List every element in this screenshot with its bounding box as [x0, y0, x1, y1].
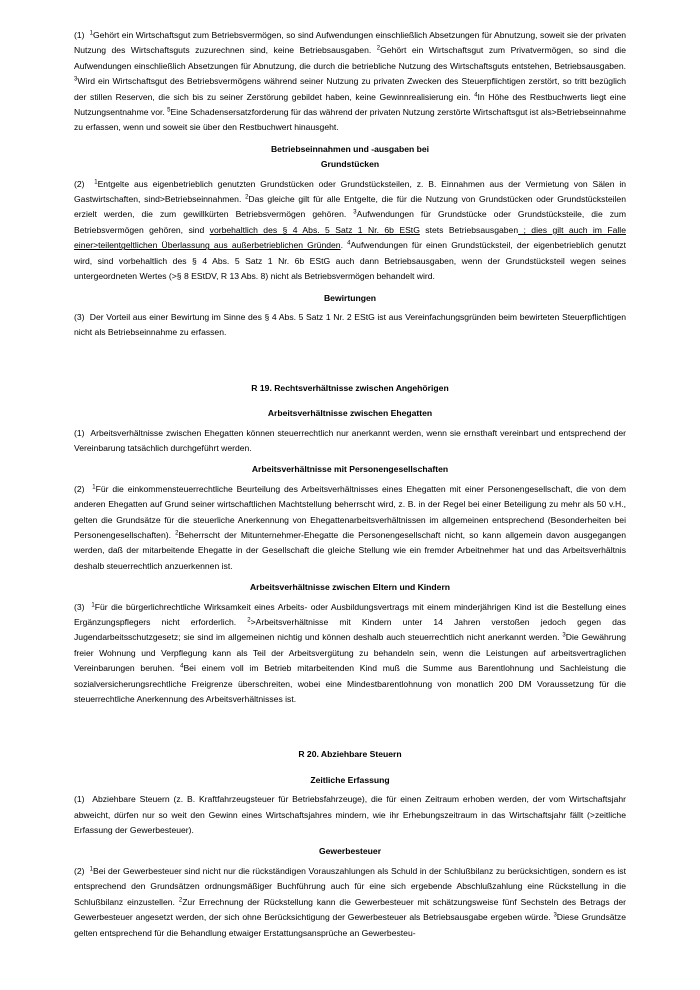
- paragraph: [74, 28, 626, 136]
- sentence-text: Für die einkommensteuerrechtliche Beurteilung des Arbeitsverhältnisses eines Ehegatten mit einer Personengesellschaft, die von dem anderen Ehegatten auf Grund seiner wirtschaftlichen Machtstellung beherrscht wird, z. B. in der Regel bei einer Beteiligung zu mehr als 50 v.H., gelten die Grundsätze für die steuerliche Anerkennung von Ehegattenarbeitsverhältnissen im allgemeinen entsprechend (Besonderheiten bei Personengesellschaften).: [74, 483, 626, 540]
- sentence-number: 1: [92, 484, 96, 491]
- sentence-number: 1: [91, 602, 95, 609]
- sentence-number: 5: [167, 107, 171, 114]
- sentence-text: Entgelte aus eigenbetrieblich genutzten Grundstücken oder Grundstücksteilen, z. B. Einnahmen aus der Vermietung von Sälen in Gastwirtschaften, sind>Betriebseinnahmen.: [74, 178, 627, 205]
- sentence-text: .: [340, 240, 348, 251]
- section-heading: [74, 142, 626, 173]
- sentence-text: Aufwendungen für einen Grundstücksteil, der eigenbetrieblich genutzt wird, sind vorbehaltlich des § 4 Abs. 5 Satz 1 Nr. 6b EStG auch dann Betriebsausgaben, wenn der Grundstücksteil wegen seines untergeordneten Wertes (>§ 8 EStDV, R 13 Abs. 8) nicht als Betriebsvermögen behandelt wird.: [74, 240, 626, 282]
- underlined-text: vorbehaltlich des § 4 Abs. 5 Satz 1 Nr. 6b EStG: [209, 224, 420, 235]
- sentence-text: Zur Errechnung der Rückstellung kann die Gewerbesteuer mit schätzungsweise fünf Sechsteln des Betrags der Gewerbesteuer angesetzt werden, der sich ohne Berücksichtigung der Gewerbesteuer als Betriebsausgabe ergeben würde.: [74, 896, 626, 923]
- section-heading: [74, 773, 626, 788]
- sentence-text: Arbeitsverhältnisse zwischen Ehegatten können steuerrechtlich nur anerkannt werden, wenn sie ernsthaft vereinbart und entsprechend der Vereinbarung tatsächlich durchgeführt werden.: [74, 427, 627, 453]
- sentence-number: 2: [376, 45, 381, 52]
- section-heading-text: Arbeitsverhältnisse zwischen Ehegatten: [267, 408, 433, 419]
- sentence-text: Das gleiche gilt für alle Entgelte, die für die Nutzung von Grundstücken oder Grundstücksteilen erzielt werden, die zum gewillkürten Betriebsvermögen gehören.: [74, 194, 626, 220]
- sentence-number: 2: [245, 194, 249, 201]
- sentence-text: Diese Grundsätze gelten entsprechend für die Behandlung etwaiger Erstattungsansprüche an Gewerbesteu-: [74, 912, 626, 938]
- section-heading-text: Arbeitsverhältnisse zwischen Eltern und Kindern: [249, 582, 451, 593]
- section-heading: [74, 406, 626, 421]
- paragraph-number: (3): [74, 601, 85, 612]
- rule-title-text: R 20. Abziehbare Steuern: [298, 749, 402, 760]
- sentence-number: 4: [180, 663, 184, 670]
- sentence-number: 2: [175, 530, 179, 537]
- rule-title: [74, 381, 626, 396]
- paragraph: [74, 864, 626, 941]
- sentence-number: 3: [353, 209, 357, 216]
- sentence-number: 3: [74, 76, 78, 83]
- sentence-text: >Arbeitsverhältnisse mit Kindern unter 14 Jahren verstoßen jedoch gegen das Jugendarbeitsschutzgesetz; sie sind im allgemeinen nichtig und können deshalb auch steuerrechtlich nicht anerkannt werden.: [74, 617, 626, 643]
- rule-title: [74, 747, 626, 762]
- paragraph: [74, 482, 626, 574]
- sentence-text: Gehört ein Wirtschaftsgut zum Betriebsvermögen, so sind Aufwendungen einschließlich Absetzungen für Abnutzung, soweit sie der privaten Nutzung des Wirtschaftsguts zuzurechnen sind, keine Betriebsausgaben.: [74, 30, 627, 56]
- section-heading: [74, 462, 626, 477]
- sentence-number: 4: [474, 92, 478, 99]
- section-heading-text: Bewirtungen: [323, 292, 377, 303]
- paragraph-number: (1): [74, 30, 85, 40]
- paragraph: [74, 600, 626, 708]
- underlined-text: ; dies gilt auch im Falle einer>teilentgeltlichen Überlassung aus außerbetrieblichen Gründen: [74, 224, 626, 251]
- sentence-number: 4: [347, 240, 351, 247]
- paragraph: [74, 792, 626, 838]
- sentence-text: Gehört ein Wirtschaftsgut zum Privatvermögen, so sind die Aufwendungen einschließlich Absetzungen für Abnutzung, die durch die betriebliche Nutzung des Wirtschaftsguts entstehen, Betriebsausgaben.: [74, 45, 626, 71]
- sentence-text: In Höhe des Restbuchwerts liegt eine Nutzungsentnahme vor.: [74, 91, 626, 118]
- paragraph-number: (3): [74, 311, 85, 322]
- sentence-text: Für die bürgerlichrechtliche Wirksamkeit eines Arbeits- oder Ausbildungsvertrags mit einem minderjährigen Kind ist die Bestellung eines Ergänzungspflegers nicht erforderlich.: [74, 601, 626, 627]
- sentence-number: 3: [553, 912, 557, 919]
- sentence-number: 2: [178, 897, 183, 904]
- sentence-text: Bei der Gewerbesteuer sind nicht nur die rückständigen Vorauszahlungen als Schuld in der Schlußbilanz zu berücksichtigen, sondern es ist entsprechend den Grundsätzen ordnungsmäßiger Buchführung auch für eine sich ergebende Abschlußzahlung eine Rückstellung in die Schlußbilanz einzustellen.: [74, 865, 626, 907]
- paragraph: [74, 310, 626, 341]
- section-heading-text: Zeitliche Erfassung: [310, 774, 390, 785]
- sentence-text: Abziehbare Steuern (z. B. Kraftfahrzeugsteuer für Betriebsfahrzeuge), die für einen Zeitraum erhoben werden, der vom Wirtschaftsjahr abweicht, dürfen nur so weit den Gewinn eines Wirtschaftsjahres mindern, wie ihr Erhebungszeitraum in das Wirtschaftsjahr fällt (>zeitliche Erfassung der Gewerbesteuer).: [74, 794, 626, 836]
- sentence-number: 2: [247, 617, 251, 624]
- section-heading-text: Betriebseinnahmen und -ausgaben bei Grundstücken: [270, 143, 430, 170]
- sentence-number: 1: [94, 179, 98, 186]
- section-heading-text: Arbeitsverhältnisse mit Personengesellschaften: [251, 464, 449, 475]
- section-heading: [74, 844, 626, 859]
- sentence-text: Die Gewährung freier Wohnung und Verpflegung kann als Teil der Arbeitsvergütung zu behandeln sein, wenn die Leistungen auf arbeitsvertraglichen Vereinbarungen beruhen.: [74, 632, 626, 674]
- paragraph-number: (2): [74, 483, 85, 494]
- sentence-text: Aufwendungen für Grundstücke oder Grundstücksteile, die zum Betriebsvermögen gehören, sind: [74, 209, 626, 235]
- sentence-number: 1: [89, 866, 93, 873]
- paragraph: [74, 177, 626, 285]
- paragraph: [74, 426, 626, 457]
- sentence-text: Beherrscht der Mitunternehmer-Ehegatte die Personengesellschaft nicht, so kann allgemein davon ausgegangen werden, daß der mitarbeitende Ehegatte in der Gesellschaft die gleiche Stellung wie ein fremder Arbeitnehmer hat und das Arbeitsverhältnis deshalb steuerrechtlich anzuerkennen ist.: [74, 529, 626, 571]
- sentence-number: 1: [89, 30, 93, 37]
- paragraph-number: (1): [74, 427, 85, 438]
- section-heading-text: Gewerbesteuer: [318, 846, 382, 857]
- paragraph-number: (2): [74, 865, 85, 876]
- sentence-text: Eine Schadensersatzforderung für das während der privaten Nutzung zerstörte Wirtschaftsgut ist als>Betriebseinnahme zu erfassen, wenn und soweit sie über den Restbuchwert hinausgeht.: [74, 107, 627, 133]
- section-heading: [74, 580, 626, 595]
- document-page: [74, 28, 626, 946]
- paragraph-number: (2): [74, 178, 85, 189]
- sentence-text: Bei einem voll im Betrieb mitarbeitenden Kind muß die Summe aus Barentlohnung und Sachleistung die sozialversicherungsrechtliche Freigrenze überschreiten, wobei eine Mindestbarentlohnung von monatlich 200 DM Voraussetzung für die steuerrechtliche Anerkennung des Arbeitsverhältnisses ist.: [74, 663, 626, 705]
- sentence-number: 3: [562, 632, 566, 639]
- sentence-text: stets Betriebsausgaben: [419, 224, 519, 235]
- sentence-text: Wird ein Wirtschaftsgut des Betriebsvermögens während seiner Nutzung zu privaten Zwecken des Steuerpflichtigen zerstört, so tritt bezüglich der stillen Reserven, die sich bis zu seiner Zerstörung gebildet haben, keine Gewinnrealisierung ein.: [74, 76, 626, 102]
- sentence-text: Der Vorteil aus einer Bewirtung im Sinne des § 4 Abs. 5 Satz 1 Nr. 2 EStG ist aus Vereinfachungsgründen beim bewirteten Steuerpflichtigen nicht als Betriebseinnahme zu erfassen.: [74, 311, 626, 338]
- paragraph-number: (1): [74, 794, 85, 805]
- section-heading: [74, 291, 626, 306]
- rule-title-text: R 19. Rechtsverhältnisse zwischen Angehörigen: [251, 382, 449, 393]
